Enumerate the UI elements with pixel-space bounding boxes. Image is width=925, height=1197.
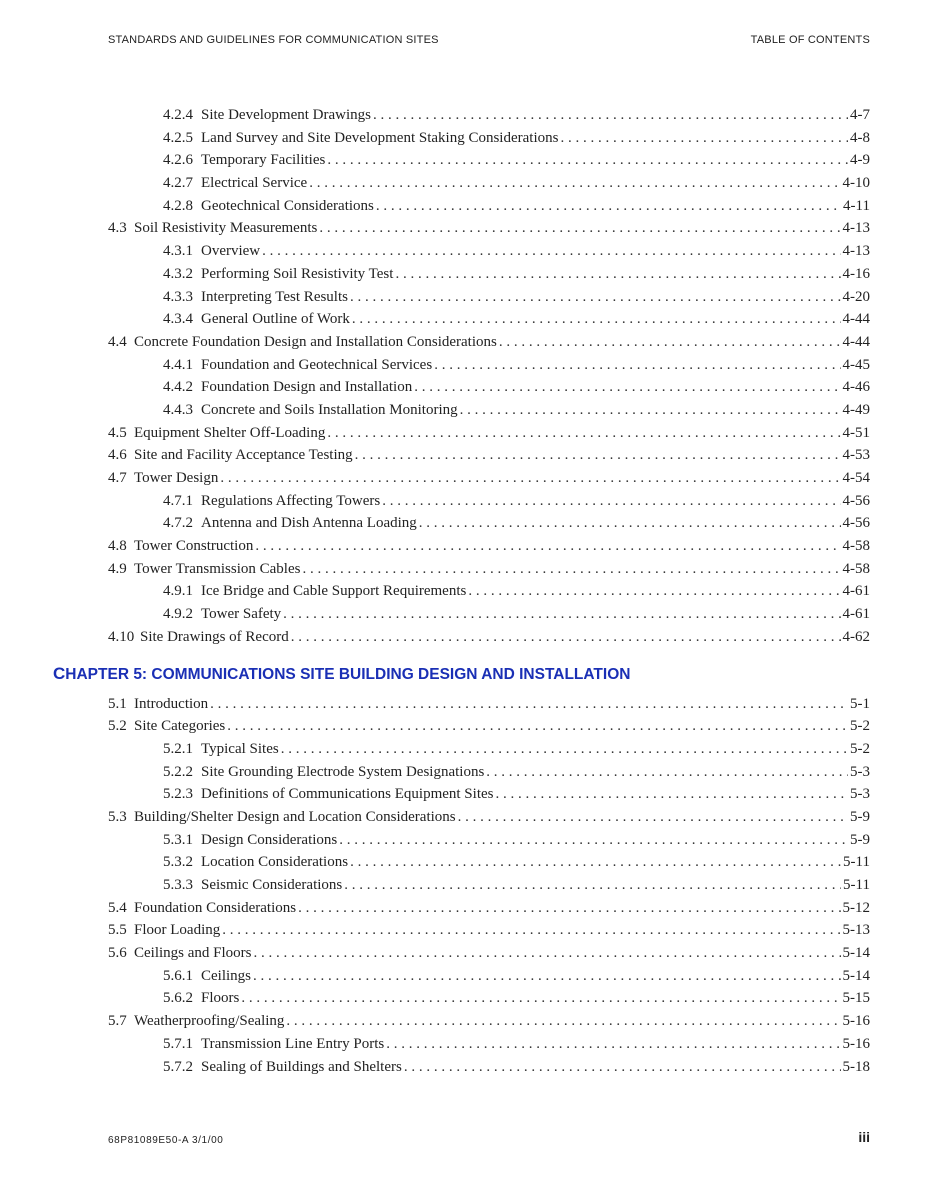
- toc-entry-number: 4.3.3: [163, 288, 193, 305]
- toc-entry-leader: [468, 580, 840, 603]
- toc-entry-title: Tower Construction: [134, 538, 254, 555]
- toc-entry-number: 5.2.1: [163, 740, 193, 757]
- toc-entry-title: Design Considerations: [201, 831, 338, 848]
- toc-entry-page: 5-3: [850, 786, 870, 803]
- toc-entry[interactable]: [108, 422, 870, 445]
- toc-entry-number: 5.2: [108, 718, 127, 735]
- toc-entry-title: Foundation and Geotechnical Services: [201, 356, 433, 373]
- toc-entry-page: 5-18: [842, 1058, 870, 1075]
- toc-entry-leader: [382, 490, 840, 513]
- toc-entry-page: 4-44: [842, 311, 870, 328]
- toc-entry-leader: [499, 331, 841, 354]
- toc-entry-title: Transmission Line Entry Ports: [201, 1035, 385, 1052]
- toc-entry-page: 5-2: [850, 740, 870, 757]
- toc-entry-leader: [227, 715, 848, 738]
- toc-entry-page: 5-15: [842, 990, 870, 1007]
- toc-entry[interactable]: [108, 851, 870, 874]
- toc-entry-number: 5.4: [108, 899, 127, 916]
- toc-entry-title: Tower Design: [134, 470, 219, 486]
- toc-entry-title: Antenna and Dish Antenna Loading: [201, 515, 417, 532]
- toc-entry-page: 4-11: [843, 197, 870, 214]
- toc-entry-title: Equipment Shelter Off-Loading: [134, 424, 326, 441]
- toc-entry-page: 4-61: [842, 583, 870, 600]
- toc-entry-page: 4-44: [842, 333, 870, 350]
- toc-entry-page: 5-11: [843, 854, 870, 871]
- toc-entry-page: 4-46: [842, 379, 870, 396]
- toc-entry-number: 4.2.7: [163, 175, 193, 192]
- toc-entry-title: Ceilings: [201, 967, 252, 984]
- toc-entry-page: 5-1: [850, 695, 870, 712]
- toc-entry-title: Site Drawings of Record: [140, 628, 289, 645]
- toc-entry-leader: [386, 1033, 840, 1056]
- toc-entry[interactable]: [108, 444, 870, 467]
- toc-entry[interactable]: [108, 603, 870, 626]
- toc-entry[interactable]: [108, 512, 870, 535]
- toc-entry[interactable]: [108, 874, 870, 897]
- toc-entry-title: Foundation Considerations: [134, 899, 297, 916]
- toc-entry-title: Foundation Design and Installation: [201, 379, 413, 396]
- toc-entry-leader: [395, 263, 840, 286]
- toc-entry-number: 4.7: [108, 470, 127, 486]
- toc-entry-number: 5.3: [108, 808, 127, 825]
- toc-entry-leader: [414, 376, 840, 399]
- toc-entry-leader: [291, 626, 841, 649]
- toc-entry[interactable]: [108, 829, 870, 852]
- toc-entry-page: 4-49: [842, 401, 870, 418]
- toc-entry-leader: [255, 535, 840, 558]
- toc-entry[interactable]: [108, 195, 870, 218]
- toc-entry-leader: [327, 149, 848, 172]
- toc-entry-page: 4-53: [842, 447, 870, 464]
- toc-entry-number: 5.3.3: [163, 877, 193, 893]
- toc-entry-number: 5.7.1: [163, 1035, 193, 1052]
- toc-entry-leader: [286, 1010, 840, 1033]
- toc-entry-page: 4-16: [842, 265, 870, 282]
- toc-entry-page: 4-61: [842, 606, 870, 623]
- toc-entry-leader: [309, 172, 840, 195]
- toc-entry[interactable]: [108, 580, 870, 603]
- toc-entry[interactable]: [108, 919, 870, 942]
- running-header-title: STANDARDS AND GUIDELINES FOR COMMUNICATION SITES: [108, 34, 439, 46]
- toc-entry-number: 5.3.2: [163, 854, 193, 871]
- toc-entry-leader: [339, 829, 848, 852]
- toc-entry-leader: [241, 987, 840, 1010]
- toc-entry-leader: [319, 217, 840, 240]
- toc-entry-page: 4-10: [842, 175, 870, 192]
- toc-entry-title: Weatherproofing/Sealing: [134, 1013, 285, 1030]
- toc-entry[interactable]: [108, 897, 870, 920]
- toc-entry-title: Ice Bridge and Cable Support Requirements: [201, 583, 467, 600]
- toc-entry-title: Typical Sites: [201, 740, 279, 757]
- toc-entry-leader: [350, 851, 841, 874]
- table-of-contents: [53, 104, 870, 1078]
- toc-entry-number: 4.2.5: [163, 129, 193, 146]
- toc-entry[interactable]: [108, 535, 870, 558]
- toc-entry-leader: [352, 308, 841, 331]
- toc-entry-number: 4.3.1: [163, 243, 193, 260]
- toc-entry-number: 5.1: [108, 695, 127, 712]
- toc-entry[interactable]: [108, 104, 870, 127]
- toc-entry[interactable]: [108, 626, 870, 649]
- toc-entry-page: 5-14: [842, 967, 870, 984]
- toc-entry-number: 4.9: [108, 560, 127, 577]
- toc-entry-page: 5-12: [842, 899, 870, 916]
- toc-entry[interactable]: [108, 987, 870, 1010]
- toc-entry-leader: [419, 512, 841, 535]
- toc-entry-title: Concrete Foundation Design and Installation Considerations: [134, 333, 497, 350]
- toc-entry[interactable]: [108, 558, 870, 581]
- toc-entry-leader: [253, 965, 840, 988]
- toc-entry-title: Site Grounding Electrode System Designations: [201, 763, 485, 780]
- toc-entry-leader: [222, 919, 840, 942]
- toc-entry-page: 4-7: [850, 107, 870, 123]
- toc-entry-page: 4-56: [842, 515, 870, 532]
- toc-entry-leader: [283, 603, 840, 626]
- toc-entry-title: Tower Transmission Cables: [134, 560, 301, 577]
- toc-entry-leader: [376, 195, 841, 218]
- toc-entry[interactable]: [108, 240, 870, 263]
- toc-entry-page: 4-45: [842, 356, 870, 373]
- toc-entry[interactable]: [108, 217, 870, 240]
- toc-entry-number: 4.3: [108, 220, 127, 237]
- toc-entry-page: 4-58: [842, 538, 870, 555]
- toc-entry-number: 4.2.6: [163, 152, 193, 169]
- toc-entry-page: 4-8: [850, 129, 870, 146]
- toc-entry-title: Site Categories: [134, 718, 226, 735]
- toc-entry-page: 5-9: [850, 808, 870, 825]
- toc-chapter4-entries: [108, 104, 870, 649]
- toc-entry[interactable]: [108, 149, 870, 172]
- toc-entry[interactable]: [108, 806, 870, 829]
- toc-entry-title: General Outline of Work: [201, 311, 350, 328]
- toc-entry-page: 4-20: [842, 288, 870, 305]
- toc-entry[interactable]: [108, 1056, 870, 1079]
- toc-entry-page: 5-2: [850, 718, 870, 735]
- toc-entry-title: Temporary Facilities: [201, 152, 326, 169]
- toc-entry-title: Electrical Service: [201, 175, 308, 192]
- toc-entry-number: 4.6: [108, 447, 127, 464]
- toc-entry-title: Concrete and Soils Installation Monitoring: [201, 401, 458, 418]
- toc-entry-leader: [486, 761, 848, 784]
- toc-entry-title: Floor Loading: [134, 922, 221, 939]
- toc-entry-number: 5.2.3: [163, 786, 193, 803]
- toc-entry[interactable]: [108, 942, 870, 965]
- toc-entry[interactable]: [108, 693, 870, 716]
- toc-chapter5-entries: [108, 693, 870, 1079]
- toc-entry-number: 4.9.2: [163, 606, 193, 623]
- toc-entry-leader: [254, 942, 841, 965]
- chapter-5-title: COMMUNICATIONS SITE BUILDING DESIGN AND INSTALLATION: [151, 665, 631, 683]
- running-header-section: TABLE OF CONTENTS: [750, 34, 870, 46]
- toc-entry-title: Ceilings and Floors: [134, 945, 252, 962]
- toc-entry-leader: [298, 897, 840, 920]
- toc-entry-number: 4.3.2: [163, 265, 193, 282]
- toc-entry-number: 4.7.1: [163, 492, 193, 509]
- toc-entry-page: 5-16: [842, 1013, 870, 1030]
- toc-entry-number: 5.5: [108, 922, 127, 939]
- toc-entry-leader: [327, 422, 840, 445]
- toc-entry-title: Overview: [201, 243, 261, 260]
- toc-entry-number: 5.6: [108, 945, 127, 962]
- toc-entry-number: 5.3.1: [163, 831, 193, 848]
- toc-entry[interactable]: [108, 1010, 870, 1033]
- toc-entry-leader: [302, 558, 840, 581]
- toc-entry-number: 4.10: [108, 628, 135, 645]
- toc-entry-title: Tower Safety: [201, 606, 282, 623]
- toc-entry-leader: [458, 806, 848, 829]
- toc-entry-page: 5-14: [842, 945, 870, 962]
- toc-entry-number: 4.3.4: [163, 311, 193, 328]
- toc-entry-leader: [560, 127, 848, 150]
- toc-entry-title: Building/Shelter Design and Location Considerations: [134, 808, 456, 825]
- toc-entry-page: 4-54: [842, 470, 870, 486]
- toc-entry[interactable]: [108, 308, 870, 331]
- toc-entry-title: Site and Facility Acceptance Testing: [134, 447, 353, 464]
- toc-entry-page: 4-13: [842, 243, 870, 260]
- toc-entry-number: 4.4.3: [163, 401, 193, 418]
- toc-entry-number: 4.7.2: [163, 515, 193, 532]
- toc-entry-number: 4.9.1: [163, 583, 193, 600]
- toc-entry[interactable]: [108, 376, 870, 399]
- toc-entry-title: Introduction: [134, 695, 209, 712]
- chapter-5-heading[interactable]: [53, 649, 870, 693]
- toc-entry[interactable]: [108, 1033, 870, 1056]
- toc-entry-leader: [281, 738, 848, 761]
- toc-entry[interactable]: [108, 715, 870, 738]
- toc-entry-page: 4-58: [842, 560, 870, 577]
- toc-entry-page: 5-11: [843, 877, 870, 893]
- toc-entry-leader: [495, 783, 848, 806]
- toc-entry-page: 4-9: [850, 152, 870, 169]
- toc-entry-title: Definitions of Communications Equipment Sites: [201, 786, 494, 803]
- toc-entry-title: Sealing of Buildings and Shelters: [201, 1058, 402, 1075]
- toc-entry-leader: [404, 1056, 841, 1079]
- toc-entry-number: 5.6.1: [163, 967, 193, 984]
- document-id: 68P81089E50-A 3/1/00: [108, 1135, 224, 1146]
- toc-entry-title: Site Development Drawings: [201, 107, 371, 123]
- page-number: iii: [858, 1129, 870, 1145]
- toc-entry-number: 4.4.1: [163, 356, 193, 373]
- chapter-5-prefix: C: [53, 663, 66, 683]
- toc-entry-leader: [373, 104, 848, 127]
- toc-entry[interactable]: [108, 738, 870, 761]
- toc-entry-leader: [220, 467, 840, 490]
- toc-entry-title: Performing Soil Resistivity Test: [201, 265, 394, 282]
- toc-entry-page: 4-62: [842, 628, 870, 645]
- toc-entry-page: 4-13: [842, 220, 870, 237]
- toc-entry-number: 4.4: [108, 333, 127, 350]
- toc-entry[interactable]: [108, 354, 870, 377]
- toc-entry[interactable]: [108, 331, 870, 354]
- toc-entry-number: 5.7.2: [163, 1058, 193, 1075]
- chapter-5-label: HAPTER 5:: [65, 665, 152, 683]
- toc-entry-title: Floors: [201, 990, 240, 1007]
- toc-entry[interactable]: [108, 761, 870, 784]
- toc-entry[interactable]: [108, 399, 870, 422]
- toc-entry-leader: [434, 354, 840, 377]
- toc-entry[interactable]: [108, 263, 870, 286]
- toc-entry-number: 5.2.2: [163, 763, 193, 780]
- toc-entry-number: 5.6.2: [163, 990, 193, 1007]
- toc-entry-title: Geotechnical Considerations: [201, 197, 374, 214]
- toc-entry-leader: [460, 399, 841, 422]
- toc-entry-number: 4.2.8: [163, 197, 193, 214]
- toc-entry-leader: [355, 444, 841, 467]
- toc-entry-number: 4.4.2: [163, 379, 193, 396]
- toc-entry-page: 5-13: [842, 922, 870, 939]
- toc-entry-page: 4-51: [842, 424, 870, 441]
- toc-entry-title: Soil Resistivity Measurements: [134, 220, 318, 237]
- toc-entry-page: 5-9: [850, 831, 870, 848]
- toc-entry[interactable]: [108, 490, 870, 513]
- toc-entry-page: 4-56: [842, 492, 870, 509]
- toc-entry-number: 4.8: [108, 538, 127, 555]
- toc-entry-number: 5.7: [108, 1013, 127, 1030]
- toc-entry-number: 4.5: [108, 424, 127, 441]
- toc-entry-number: 4.2.4: [163, 107, 193, 123]
- toc-entry-title: Seismic Considerations: [201, 877, 343, 893]
- toc-entry-leader: [350, 286, 841, 309]
- toc-entry-leader: [210, 693, 848, 716]
- toc-entry[interactable]: [108, 467, 870, 490]
- toc-entry-title: Regulations Affecting Towers: [201, 492, 381, 509]
- toc-entry-title: Land Survey and Site Development Staking Considerations: [201, 129, 559, 146]
- toc-entry-page: 5-16: [842, 1035, 870, 1052]
- toc-entry[interactable]: [108, 127, 870, 150]
- toc-entry[interactable]: [108, 286, 870, 309]
- toc-entry-title: Interpreting Test Results: [201, 288, 348, 305]
- toc-entry[interactable]: [108, 783, 870, 806]
- toc-entry[interactable]: [108, 172, 870, 195]
- toc-entry-page: 5-3: [850, 763, 870, 780]
- toc-entry-leader: [344, 874, 841, 897]
- toc-entry-leader: [262, 240, 840, 263]
- toc-entry[interactable]: [108, 965, 870, 988]
- toc-entry-title: Location Considerations: [201, 854, 349, 871]
